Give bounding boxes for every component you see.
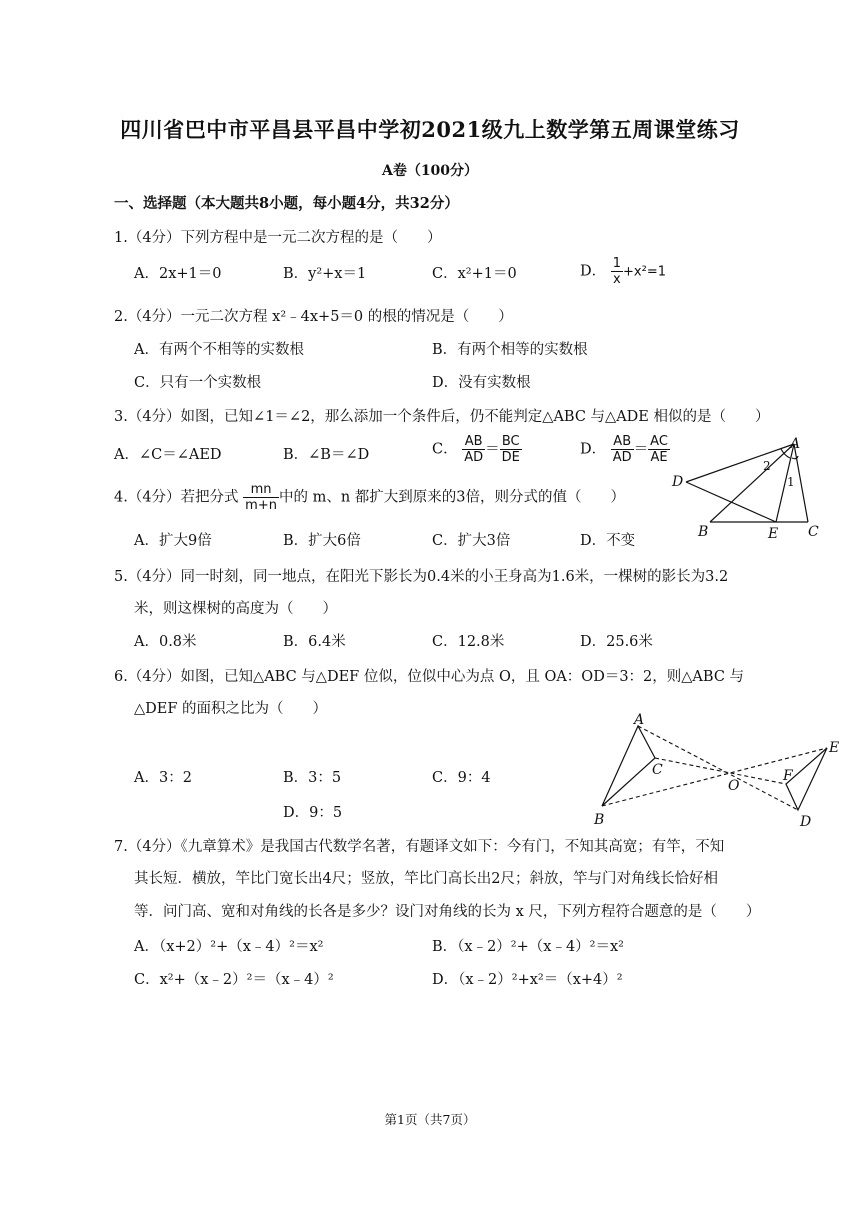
section-heading: 一、选择题（本大题共8小题，每小题4分，共32分） [114,195,459,212]
q1-option-c: C．x²+1＝0 [432,266,517,282]
question-3: 3.（4分）如图，已知∠1＝∠2，那么添加一个条件后，仍不能判定△ABC 与△ADE 相似的是（ ） [114,409,770,425]
q7-option-b: B．（x﹣2）²+（x﹣4）²＝x² [432,939,624,955]
q3-option-d: D． $\frac{AB}{AD}$ ＝ $\frac{AC}{AE}$ [580,434,668,465]
fraction-numerator: 1 [612,256,622,271]
question-1: 1.（4分）下列方程中是一元二次方程的是（ ） [114,230,442,246]
fig2-label-d: D [800,814,812,830]
q3d-fraction-1 [611,434,634,465]
q6-option-b: B．3：5 [283,770,342,786]
question-5-line-2: 米，则这棵树的高度为（ ） [134,601,337,617]
q1-option-b: B．y²+x＝1 [283,266,367,282]
fig1-label-d: D [672,474,684,490]
q2-option-d: D．没有实数根 [432,375,531,391]
q1-option-a: A．2x+1＝0 [134,266,222,282]
q1-option-d-label: D． [580,263,607,280]
fig1-angle-2: 2 [763,459,771,473]
fraction-denominator: AE [650,450,668,465]
fraction-numerator: AB [462,434,485,450]
fig2-label-f: F [783,768,793,784]
fraction-denominator: AD [612,450,632,465]
question-6-line-1: 6.（4分）如图，已知△ABC 与△DEF 位似，位似中心为点 O，且 OA：OD＝3：2，则△ABC 与 [114,669,745,685]
fig1-label-a: A [790,436,801,452]
page-title: 四川省巴中市平昌县平昌中学初2021级九上数学第五周课堂练习 [120,117,740,142]
fraction-denominator: m+n [245,498,277,513]
q4-option-c: C．扩大3倍 [432,533,511,549]
fraction-numerator: mn [243,482,279,498]
question-7-line-2: 其长短．横放，竿比门宽长出4尺；竖放，竿比门高长出2尺；斜放，竿与门对角线长恰好相 [134,871,718,887]
question-2: 2.（4分）一元二次方程 x²﹣4x+5＝0 的根的情况是（ ） [114,309,513,325]
q5-option-b: B．6.4米 [283,634,346,650]
q5-option-d: D．25.6米 [580,634,653,650]
q6-option-d: D．9：5 [283,805,343,821]
fig2-label-e: E [829,740,840,756]
fraction-denominator: AD [464,450,484,465]
q6-option-c: C．9：4 [432,770,491,786]
q4-option-d: D．不变 [580,533,636,549]
fig1-angle-1: 1 [787,475,795,489]
question-4 [114,482,625,513]
q1-fraction [611,256,623,287]
q3-option-a: A．∠C＝∠AED [114,447,222,463]
q5-option-c: C．12.8米 [432,634,505,650]
q2-option-c: C．只有一个实数根 [134,375,262,391]
q1-option-d-tail: +x²=1 [623,264,666,280]
page-footer: 第1页（共7页） [384,1112,476,1127]
fig2-label-o: O [728,778,740,794]
fraction-numerator: BC [500,434,522,450]
q7-option-a: A．（x+2）²+（x﹣4）²＝x² [134,939,324,955]
fraction-denominator: x [613,272,621,287]
q3-option-d-label: D． [580,441,607,458]
fraction-numerator: AB [611,434,634,450]
q4-text-pre: 4.（4分）若把分式 [114,489,239,506]
q3c-fraction-2 [500,434,522,465]
question-7-line-3: 等．问门高、宽和对角线的长各是多少？设门对角线的长为 x 尺，下列方程符合题意的是（ ） [134,904,761,920]
q2-option-a: A．有两个不相等的实数根 [134,342,304,358]
triangle-figure-1 [670,434,830,544]
q3-option-c: C． $\frac{AB}{AD}$ ＝ $\frac{BC}{DE}$ [432,434,520,465]
fig1-label-e: E [768,526,779,542]
q6-option-a: A．3：2 [134,770,192,786]
fig2-label-c: C [652,762,663,778]
q7-option-c: C．x²+（x﹣2）²＝（x﹣4）² [134,972,334,988]
q5-option-a: A．0.8米 [134,634,197,650]
homothety-figure [588,712,844,830]
q4-fraction [243,482,279,513]
q2-option-b: B．有两个相等的实数根 [432,342,588,358]
question-6-line-2: △DEF 的面积之比为（ ） [134,701,328,717]
fraction-numerator: AC [650,434,668,449]
q7-option-d: D．（x﹣2）²+x²＝（x+4）² [432,972,623,988]
fig2-label-b: B [594,812,605,828]
fraction-denominator: DE [501,450,520,465]
q4-option-b: B．扩大6倍 [283,533,361,549]
question-5-line-1: 5.（4分）同一时刻，同一地点，在阳光下影长为0.4米的小王身高为1.6米，一棵树的影长为3.2 [114,569,729,585]
q3c-fraction-1 [462,434,485,465]
q4-text-post: 中的 m、n 都扩大到原来的3倍，则分式的值（ ） [278,489,625,506]
fig1-label-b: B [698,524,709,540]
q3-option-b: B．∠B＝∠D [283,447,370,463]
q3d-fraction-2 [648,434,670,465]
section-subtitle: A卷（100分） [381,163,479,179]
q4-option-a: A．扩大9倍 [134,533,212,549]
fig2-label-a: A [634,712,645,728]
question-7-line-1: 7.（4分）《九章算术》是我国古代数学名著，有题译文如下：今有门，不知其高宽；有竿，不知 [114,839,725,855]
fig1-label-c: C [808,524,819,540]
q1-option-d [580,256,666,287]
q3-option-c-label: C． [432,441,458,458]
